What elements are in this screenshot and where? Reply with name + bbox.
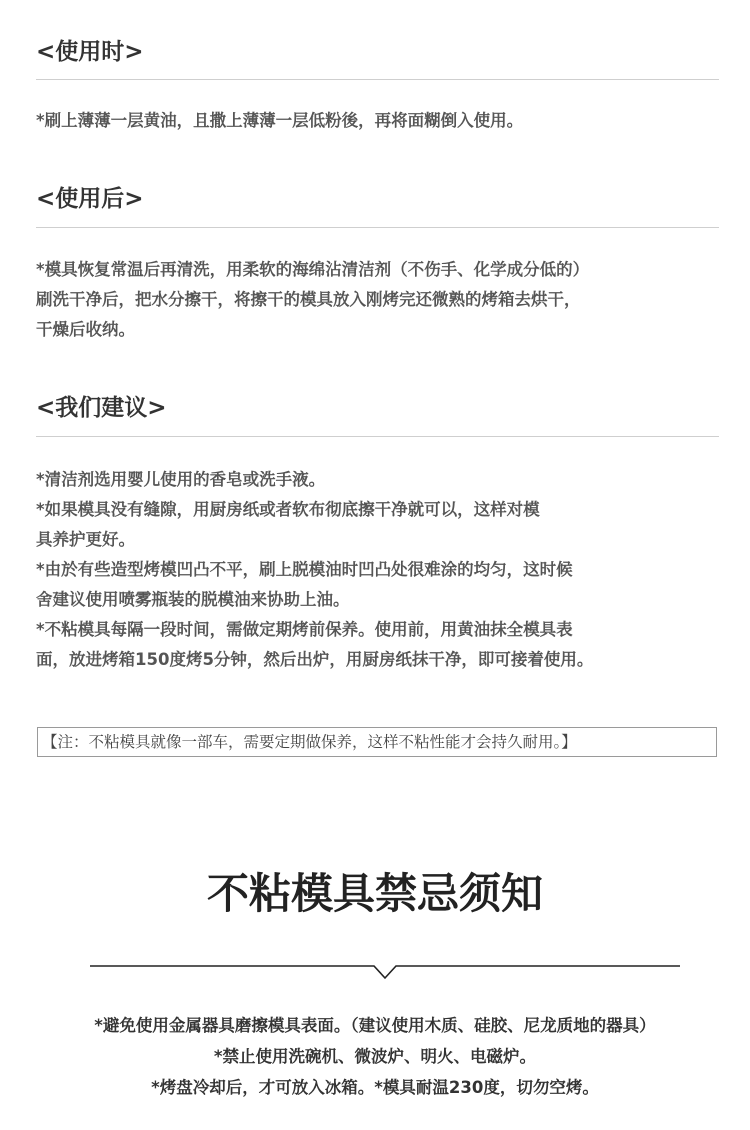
paragraph-line: *由於有些造型烤模凹凸不平，刷上脱模油时凹凸处很难涂的均匀，这时候 bbox=[36, 560, 573, 579]
section-suggestions bbox=[36, 393, 719, 675]
taboo-rules bbox=[0, 1010, 750, 1103]
paragraph-line: 面，放进烤箱150度烤5分钟，然后出炉，用厨房纸抹干净，即可接着使用。 bbox=[36, 650, 594, 669]
note-box: 【注：不粘模具就像一部车，需要定期做保养，这样不粘性能才会持久耐用。】 bbox=[37, 727, 717, 757]
section-during-use bbox=[36, 37, 719, 136]
section-divider bbox=[36, 227, 719, 228]
paragraph-line: *清洁剂选用婴儿使用的香皂或洗手液。 bbox=[36, 470, 326, 489]
rule-line: *避免使用金属器具磨擦模具表面。（建议使用木质、硅胶、尼龙质地的器具） bbox=[94, 1016, 656, 1035]
section-title: <我们建议> bbox=[36, 395, 167, 421]
section-title: <使用后> bbox=[36, 186, 144, 212]
paragraph-line: *刷上薄薄一层黄油，且撒上薄薄一层低粉後，再将面糊倒入使用。 bbox=[36, 111, 524, 130]
paragraph-line: *模具恢复常温后再清洗，用柔软的海绵沾清洁剂（不伤手、化学成分低的） bbox=[36, 260, 590, 279]
paragraph-line: *不粘模具每隔一段时间，需做定期烤前保养。使用前，用黄油抹全模具表 bbox=[36, 620, 573, 639]
paragraph-line: 刷洗干净后，把水分擦干，将擦干的模具放入刚烤完还微熟的烤箱去烘干， bbox=[36, 290, 581, 309]
paragraph-line: 舍建议使用喷雾瓶装的脱模油来协助上油。 bbox=[36, 590, 350, 609]
section-title: <使用时> bbox=[36, 39, 144, 65]
page-title: 不粘模具禁忌须知 bbox=[206, 869, 543, 918]
rule-line: *禁止使用洗碗机、微波炉、明火、电磁炉。 bbox=[213, 1047, 537, 1066]
section-divider bbox=[36, 436, 719, 437]
chevron-divider bbox=[90, 956, 680, 982]
rule-line: *烤盘冷却后，才可放入冰箱。*模具耐温230度，切勿空烤。 bbox=[151, 1078, 599, 1097]
paragraph-line: 具养护更好。 bbox=[36, 530, 135, 549]
section-divider bbox=[36, 79, 719, 80]
paragraph-line: *如果模具没有缝隙，用厨房纸或者软布彻底擦干净就可以，这样对模 bbox=[36, 500, 540, 519]
section-after-use bbox=[36, 184, 719, 345]
paragraph-line: 干燥后收纳。 bbox=[36, 320, 135, 339]
